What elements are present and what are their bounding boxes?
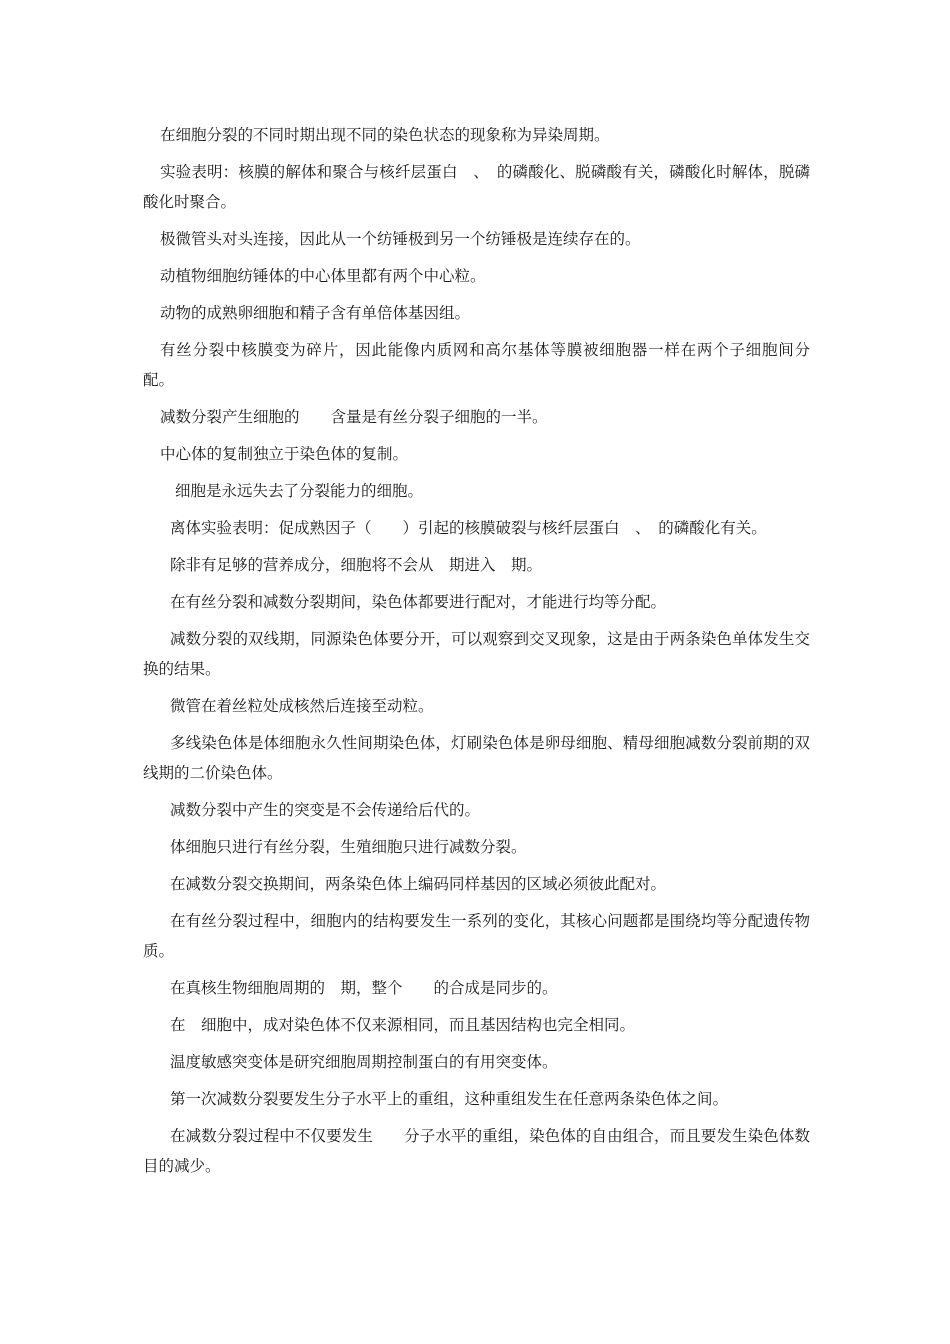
- paragraph-12: 在有丝分裂和减数分裂期间，染色体都要进行配对，才能进行均等分配。: [170, 593, 667, 611]
- paragraph-11: 除非有足够的营养成分，细胞将不会从 期进入 期。: [170, 556, 543, 574]
- paragraph-9: 细胞是永远失去了分裂能力的细胞。: [175, 482, 424, 500]
- paragraph-1: 在细胞分裂的不同时期出现不同的染色状态的现象称为异染周期。: [160, 126, 610, 144]
- paragraph-20: 在真核生物细胞周期的 期，整个 的合成是同步的。: [170, 979, 558, 997]
- paragraph-19: 在有丝分裂过程中，细胞内的结构要发生一系列的变化，其核心问题都是围绕均等分配遗传物质。: [143, 912, 810, 960]
- paragraph-16: 减数分裂中产生的突变是不会传递给后代的。: [170, 801, 481, 819]
- paragraph-3: 极微管头对头连接，因此从一个纺锤极到另一个纺锤极是连续存在的。: [160, 230, 641, 248]
- paragraph-10: 离体实验表明：促成熟因子（ ）引起的核膜破裂与核纤层蛋白 、 的磷酸化有关。: [170, 519, 767, 537]
- paragraph-6: 有丝分裂中核膜变为碎片，因此能像内质网和高尔基体等膜被细胞器一样在两个子细胞间分配。: [143, 341, 810, 389]
- paragraph-23: 第一次减数分裂要发生分子水平上的重组，这种重组发生在任意两条染色体之间。: [170, 1090, 729, 1108]
- paragraph-14: 微管在着丝粒处成核然后连接至动粒。: [170, 697, 434, 715]
- paragraph-15: 多线染色体是体细胞永久性间期染色体，灯刷染色体是卵母细胞、精母细胞减数分裂前期的双线期的二价染色体。: [143, 734, 810, 782]
- paragraph-5: 动物的成熟卵细胞和精子含有单倍体基因组。: [160, 304, 471, 322]
- paragraph-8: 中心体的复制独立于染色体的复制。: [160, 445, 409, 463]
- paragraph-2: 实验表明：核膜的解体和聚合与核纤层蛋白 、 的磷酸化、脱磷酸有关，磷酸化时解体，脱磷酸化时聚合。: [143, 163, 810, 211]
- paragraph-13: 减数分裂的双线期，同源染色体要分开，可以观察到交叉现象，这是由于两条染色单体发生交换的结果。: [143, 630, 810, 678]
- paragraph-18: 在减数分裂交换期间，两条染色体上编码同样基因的区域必须彼此配对。: [170, 875, 667, 893]
- paragraph-21: 在 细胞中，成对染色体不仅来源相同，而且基因结构也完全相同。: [170, 1016, 636, 1034]
- paragraph-24: 在减数分裂过程中不仅要发生 分子水平的重组，染色体的自由组合，而且要发生染色体数目的减少。: [143, 1127, 810, 1175]
- paragraph-22: 温度敏感突变体是研究细胞周期控制蛋白的有用突变体。: [170, 1053, 558, 1071]
- paragraph-7: 减数分裂产生细胞的 含量是有丝分裂子细胞的一半。: [160, 408, 548, 426]
- document-body: [143, 120, 810, 1188]
- paragraph-4: 动植物细胞纺锤体的中心体里都有两个中心粒。: [160, 267, 486, 285]
- paragraph-17: 体细胞只进行有丝分裂，生殖细胞只进行减数分裂。: [170, 838, 527, 856]
